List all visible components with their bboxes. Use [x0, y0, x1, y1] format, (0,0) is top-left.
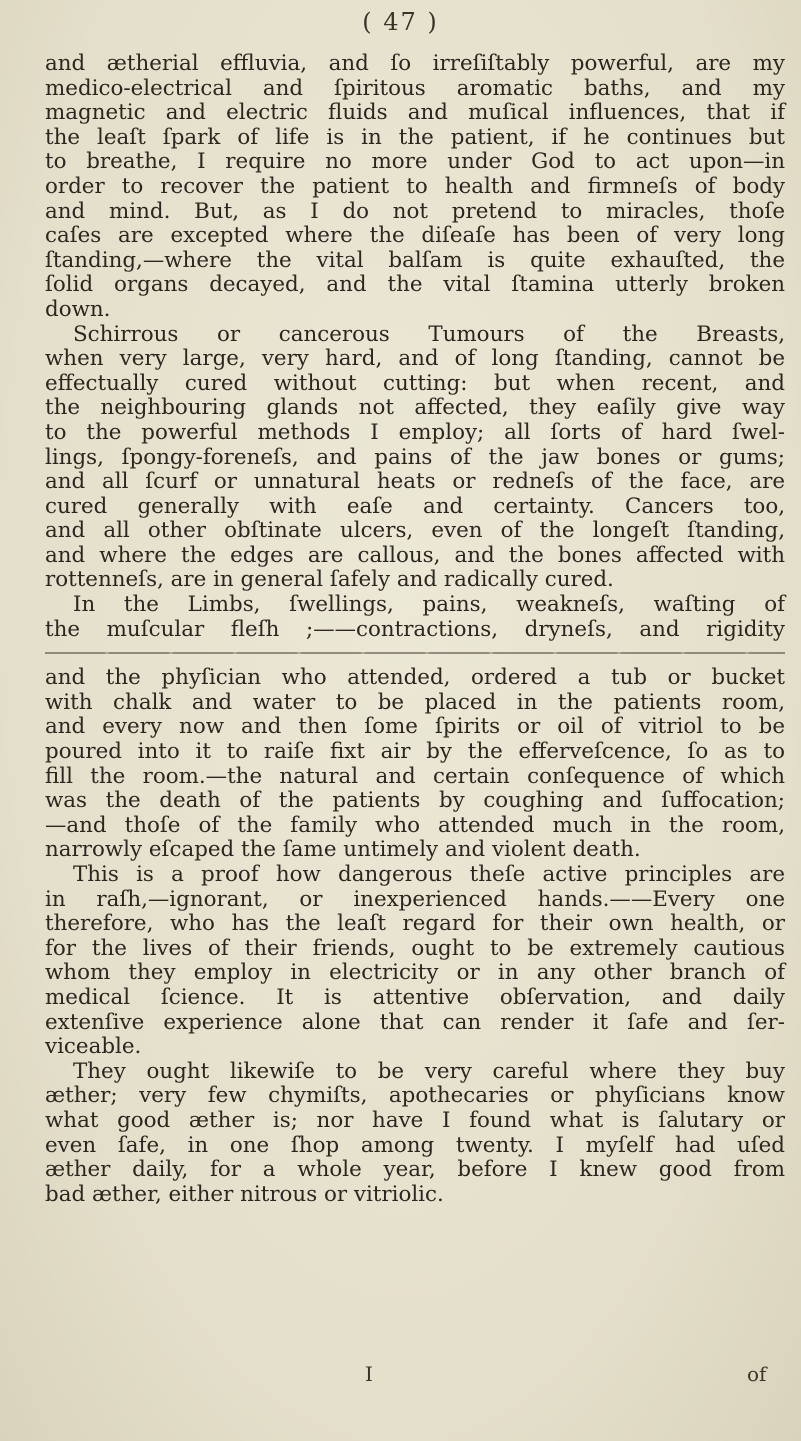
text-line: ſtanding,—where the vital balſam is quite exhauſted, the	[45, 247, 785, 273]
text-line: In the Limbs, ſwellings, pains, weakneſs, waſting of	[73, 592, 785, 618]
text-line: the muſcular fleſh ;——contractions, dryneſs, and rigidity	[45, 616, 785, 642]
page-join	[45, 642, 785, 666]
catchword: of	[747, 1362, 767, 1386]
text-line: and ætherial effluvia, and ſo irreſiſtably powerful, are my	[45, 51, 785, 76]
text-line: order to recover the patient to health and firmneſs of body	[45, 173, 785, 199]
text-line: to breathe, I require no more under God to act upon—in	[45, 149, 785, 175]
text-line: medical ſcience. It is attentive obſervation, and daily	[45, 984, 785, 1010]
text-line: ſolid organs decayed, and the vital ſtamina utterly broken	[45, 272, 785, 298]
text-line: lings, ſpongy-foreneſs, and pains of the jaw bones or gums;	[45, 444, 785, 470]
text-line: magnetic and electric fluids and muſical influences, that if	[45, 100, 785, 126]
text-line: whom they employ in electricity or in any other branch of	[45, 960, 785, 986]
section-heading-line: Schirrous or cancerous Tumours of the Breasts,	[73, 321, 785, 347]
text-line: when very large, very hard, and of long ſtanding, cannot be	[45, 346, 785, 372]
text-line: viceable.	[45, 1034, 142, 1060]
page-number: ( 47 )	[362, 8, 439, 36]
text-line: extenſive experience alone that can render it ſafe and ſer-	[45, 1009, 785, 1035]
text-line: narrowly eſcaped the ſame untimely and violent death.	[45, 837, 641, 863]
text-line: and every now and then ſome ſpirits or oil of vitriol to be	[45, 714, 785, 740]
text-line: poured into it to raiſe fixt air by the efferveſcence, ſo as to	[45, 739, 785, 765]
text-line: æther daily, for a whole year, before I knew good from	[45, 1157, 785, 1183]
text-block-upper	[45, 52, 785, 642]
text-line: was the death of the patients by coughing and ſuffocation;	[45, 788, 785, 814]
text-line: for the lives of their friends, ought to be extremely cautious	[45, 935, 785, 961]
body-text	[45, 52, 785, 1207]
text-line: the leaſt ſpark of life is in the patient, if he continues but	[45, 124, 785, 150]
text-line: —and thoſe of the family who attended much in the room,	[45, 812, 785, 838]
text-line: æther; very few chymiſts, apothecaries or phyſicians know	[45, 1083, 785, 1109]
text-line: medico-electrical and ſpiritous aromatic baths, and my	[45, 75, 785, 101]
text-line: and all ſcurf or unnatural heats or redneſs of the face, are	[45, 469, 785, 495]
text-line: with chalk and water to be placed in the patients room,	[45, 689, 785, 715]
text-line: the neighbouring glands not affected, they eaſily give way	[45, 395, 785, 421]
divider-rule	[45, 652, 785, 654]
text-line: therefore, who has the leaſt regard for their own health, or	[45, 911, 785, 937]
text-line: down.	[45, 296, 111, 322]
text-line: and where the edges are callous, and the bones affected with	[45, 542, 785, 568]
text-line: effectually cured without cutting: but when recent, and	[45, 370, 785, 396]
text-line: in raſh,—ignorant, or inexperienced hands.——Every one	[45, 886, 785, 912]
text-line: rottenneſs, are in general ſafely and radically cured.	[45, 567, 614, 593]
text-line: caſes are excepted where the diſeaſe has been of very long	[45, 223, 785, 249]
text-line: to the powerful methods I employ; all ſorts of hard ſwel-	[45, 419, 785, 445]
text-block-lower	[45, 666, 785, 1207]
text-line: fill the room.—the natural and certain conſequence of which	[45, 763, 785, 789]
text-line: and mind. But, as I do not pretend to miracles, thoſe	[45, 198, 785, 224]
text-line: and all other obſtinate ulcers, even of the longeſt ſtanding,	[45, 518, 785, 544]
text-line: and the phyſician who attended, ordered a tub or bucket	[45, 665, 785, 691]
text-line: This is a proof how dangerous theſe active principles are	[73, 862, 785, 887]
text-line: cured generally with eaſe and certainty. Cancers too,	[45, 493, 785, 519]
text-line: bad æther, either nitrous or vitriolic.	[45, 1181, 444, 1207]
text-line: what good æther is; nor have I found what is ſalutary or	[45, 1107, 785, 1133]
page-footer	[0, 1362, 801, 1402]
signature-mark: I	[365, 1362, 373, 1386]
text-line: even ſafe, in one ſhop among twenty. I myſelf had uſed	[45, 1132, 785, 1158]
text-line: They ought likewiſe to be very careful where they buy	[73, 1058, 785, 1084]
